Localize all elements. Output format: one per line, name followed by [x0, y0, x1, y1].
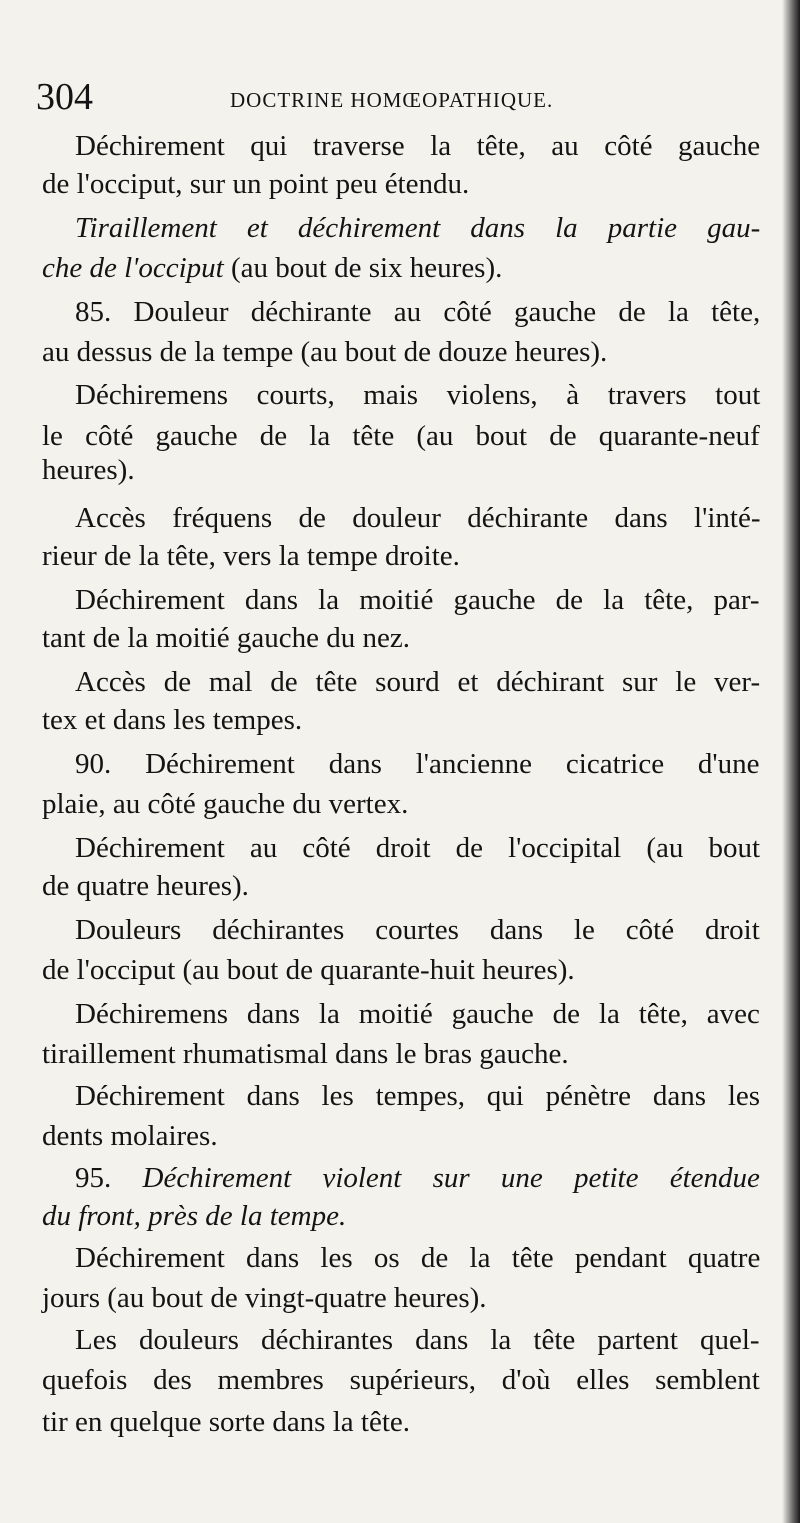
text-segment: Déchiremens courts, mais violens, à travers tout: [75, 379, 761, 411]
text-line: [42, 702, 302, 738]
text-line: [42, 620, 410, 656]
text-line: [75, 500, 760, 536]
text-segment: le côté gauche de la tête (au bout de quarante-neuf: [42, 420, 760, 452]
text-segment: de l'occiput, sur un point peu étendu.: [42, 168, 470, 200]
text-line: [75, 210, 760, 246]
running-head: DOCTRINE HOMŒOPATHIQUE.: [230, 88, 554, 112]
text-segment: Déchirement au côté droit de l'occipital (au bout: [75, 832, 761, 864]
text-segment: tant de la moitié gauche du nez.: [42, 622, 410, 654]
text-line: [42, 1118, 218, 1154]
text-segment: 90. Déchirement dans l'ancienne cicatrice d'une: [75, 748, 760, 780]
text-line: [75, 912, 760, 948]
text-line: [75, 582, 760, 618]
text-segment: Accès de mal de tête sourd et déchirant sur le ver-: [75, 666, 761, 698]
text-segment: quefois des membres supérieurs, d'où elles semblent: [42, 1364, 760, 1396]
text-segment: tir en quelque sorte dans la tête.: [42, 1406, 411, 1438]
text-segment: Accès fréquens de douleur déchirante dans l'inté-: [75, 502, 761, 534]
text-line: [75, 1322, 760, 1358]
text-segment: Déchirement qui traverse la tête, au côté gauche: [75, 130, 761, 162]
text-line: [75, 377, 760, 413]
text-segment: 95.: [75, 1162, 143, 1194]
text-line: [42, 418, 760, 454]
italic-text-segment: Déchirement violent sur une petite étendue: [142, 1162, 760, 1194]
text-line: [75, 128, 760, 164]
text-segment: tiraillement rhumatismal dans le bras gauche.: [42, 1038, 569, 1070]
text-segment: (au bout de six heures).: [223, 252, 503, 284]
text-line: [75, 746, 760, 782]
text-line: [42, 538, 460, 574]
text-segment: heures).: [42, 454, 135, 486]
text-line: [42, 786, 408, 822]
text-segment: tex et dans les tempes.: [42, 704, 303, 736]
italic-text-segment: Tiraillement et déchirement dans la partie gau-: [75, 212, 761, 244]
text-line: [75, 294, 760, 330]
text-segment: Déchirement dans les os de la tête pendant quatre: [75, 1242, 761, 1274]
text-segment: 85. Douleur déchirante au côté gauche de la tête,: [75, 296, 761, 328]
text-line: [42, 1198, 346, 1234]
text-line: [75, 664, 760, 700]
text-segment: dents molaires.: [42, 1120, 218, 1152]
text-segment: Douleurs déchirantes courtes dans le côté droit: [75, 914, 760, 946]
text-segment: rieur de la tête, vers la tempe droite.: [42, 540, 460, 572]
text-segment: jours (au bout de vingt-quatre heures).: [42, 1282, 487, 1314]
text-segment: Les douleurs déchirantes dans la tête partent quel-: [75, 1324, 760, 1356]
text-line: [42, 952, 575, 988]
text-segment: Déchirement dans les tempes, qui pénètre dans les: [75, 1080, 761, 1112]
text-segment: Déchiremens dans la moitié gauche de la tête, avec: [75, 998, 760, 1030]
text-line: [75, 1078, 760, 1114]
italic-text-segment: du front, près de la tempe.: [42, 1200, 347, 1232]
text-segment: au dessus de la tempe (au bout de douze heures).: [42, 336, 608, 368]
text-segment: Déchirement dans la moitié gauche de la tête, par-: [75, 584, 760, 616]
text-line: [75, 1160, 760, 1196]
text-segment: de l'occiput (au bout de quarante-huit heures).: [42, 954, 575, 986]
text-line: [42, 166, 469, 202]
text-line: [42, 1280, 487, 1316]
text-line: [42, 452, 135, 488]
text-line: [42, 1036, 569, 1072]
text-line: [42, 250, 502, 286]
text-line: [75, 996, 760, 1032]
text-segment: de quatre heures).: [42, 870, 249, 902]
text-line: [42, 334, 607, 370]
text-line: [42, 1404, 410, 1440]
text-line: [42, 868, 249, 904]
page-number: 304: [36, 76, 93, 118]
italic-text-segment: che de l'occiput: [42, 252, 224, 284]
text-line: [42, 1362, 760, 1398]
text-line: [75, 1240, 760, 1276]
text-line: [75, 830, 760, 866]
text-segment: plaie, au côté gauche du vertex.: [42, 788, 409, 820]
